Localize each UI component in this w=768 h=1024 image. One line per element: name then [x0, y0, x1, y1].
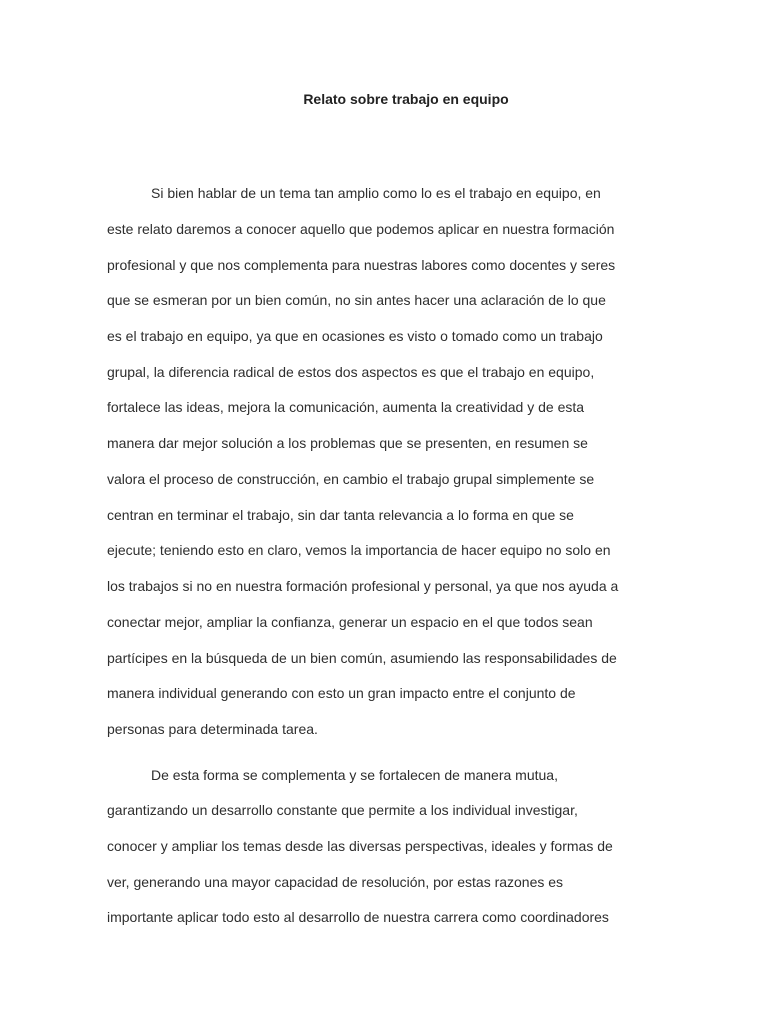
paragraph-1-line-3: profesional y que nos complementa para nuestras labores como docentes y seres — [107, 257, 616, 273]
paragraph-2-line-3: conocer y ampliar los temas desde las diversas perspectivas, ideales y formas de — [107, 838, 613, 854]
paragraph-2-line-4: ver, generando una mayor capacidad de resolución, por estas razones es — [107, 874, 564, 890]
paragraph-1-line-1: Si bien hablar de un tema tan amplio como lo es el trabajo en equipo, en — [151, 185, 601, 201]
paragraph-1-line-2: este relato daremos a conocer aquello que podemos aplicar en nuestra formación — [107, 221, 615, 237]
paragraph-1-line-6: grupal, la diferencia radical de estos dos aspectos es que el trabajo en equipo, — [107, 364, 595, 380]
paragraph-1-line-10: centran en terminar el trabajo, sin dar tanta relevancia a lo forma en que se — [107, 507, 574, 523]
paragraph-1-line-13: conectar mejor, ampliar la confianza, generar un espacio en el que todos sean — [107, 614, 593, 630]
paragraph-1-line-14: partícipes en la búsqueda de un bien común, asumiendo las responsabilidades de — [107, 650, 617, 666]
paragraph-1-line-7: fortalece las ideas, mejora la comunicación, aumenta la creatividad y de esta — [107, 399, 585, 415]
paragraph-2-line-2: garantizando un desarrollo constante que permite a los individual investigar, — [107, 802, 578, 818]
paragraph-2-line-1: De esta forma se complementa y se fortalecen de manera mutua, — [151, 767, 558, 783]
paragraph-1-line-12: los trabajos si no en nuestra formación profesional y personal, ya que nos ayuda a — [107, 578, 619, 594]
paragraph-1-line-4: que se esmeran por un bien común, no sin antes hacer una aclaración de lo que — [107, 292, 606, 308]
document-title: Relato sobre trabajo en equipo — [303, 91, 509, 107]
paragraph-2-line-5: importante aplicar todo esto al desarrollo de nuestra carrera como coordinadores — [107, 909, 609, 925]
paragraph-1-line-8: manera dar mejor solución a los problemas que se presenten, en resumen se — [107, 435, 588, 451]
paragraph-1-line-11: ejecute; teniendo esto en claro, vemos la importancia de hacer equipo no solo en — [107, 542, 611, 558]
paragraph-1-line-9: valora el proceso de construcción, en cambio el trabajo grupal simplemente se — [107, 471, 595, 487]
paragraph-1-line-5: es el trabajo en equipo, ya que en ocasiones es visto o tomado como un trabajo — [107, 328, 603, 344]
paragraph-1-line-15: manera individual generando con esto un gran impacto entre el conjunto de — [107, 685, 576, 701]
paragraph-1-line-16: personas para determinada tarea. — [107, 721, 318, 737]
